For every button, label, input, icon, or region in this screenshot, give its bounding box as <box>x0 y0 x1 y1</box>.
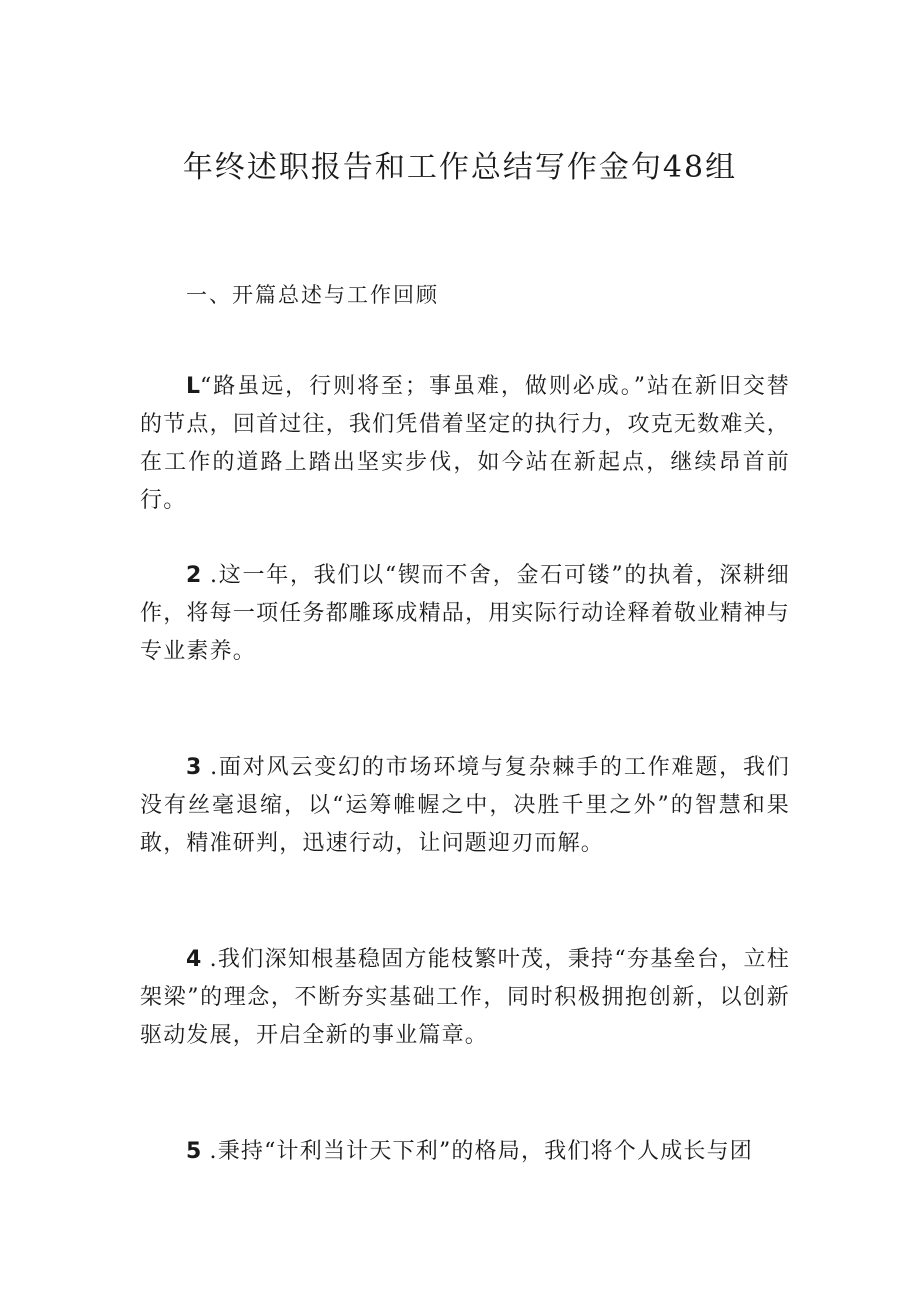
paragraph-5-number: 5 <box>186 1139 202 1164</box>
paragraph-4 <box>140 941 790 1055</box>
paragraph-3-text: .面对风云变幻的市场环境与复杂棘手的工作难题，我们没有丝毫退缩，以“运筹帷幄之中，决胜千里之外”的智慧和果敢，精准研判，迅速行动，让问题迎刃而解。 <box>140 755 790 856</box>
paragraph-3-number: 3 <box>186 755 202 780</box>
paragraph-1-text: “路虽远，行则将至；事虽难，做则必成。”站在新旧交替的节点，回首过往，我们凭借着坚定的执行力，攻克无数难关，在工作的道路上踏出坚实步伐，如今站在新起点，继续昂首前行。 <box>140 374 790 513</box>
paragraph-5 <box>140 1133 790 1171</box>
paragraph-4-number: 4 <box>186 947 202 972</box>
paragraph-2-number: 2 <box>186 563 202 588</box>
paragraph-2-text: .这一年，我们以“锲而不舍，金石可镂”的执着，深耕细作，将每一项任务都雕琢成精品，用实际行动诠释着敬业精神与专业素养。 <box>140 563 790 664</box>
paragraph-5-text: .秉持“计利当计天下利”的格局，我们将个人成长与团 <box>201 1139 753 1164</box>
paragraph-1-number: L <box>186 374 201 399</box>
paragraph-2 <box>140 557 790 671</box>
paragraph-4-text: .我们深知根基稳固方能枝繁叶茂，秉持“夯基垒台，立柱架梁”的理念，不断夯实基础工作，同时积极拥抱创新，以创新驱动发展，开启全新的事业篇章。 <box>140 947 790 1048</box>
document-title: 年终述职报告和工作总结写作金句48组 <box>182 150 738 185</box>
paragraph-1 <box>140 368 790 520</box>
paragraph-3 <box>140 749 790 863</box>
section-heading: 一、开篇总述与工作回顾 <box>186 283 439 307</box>
